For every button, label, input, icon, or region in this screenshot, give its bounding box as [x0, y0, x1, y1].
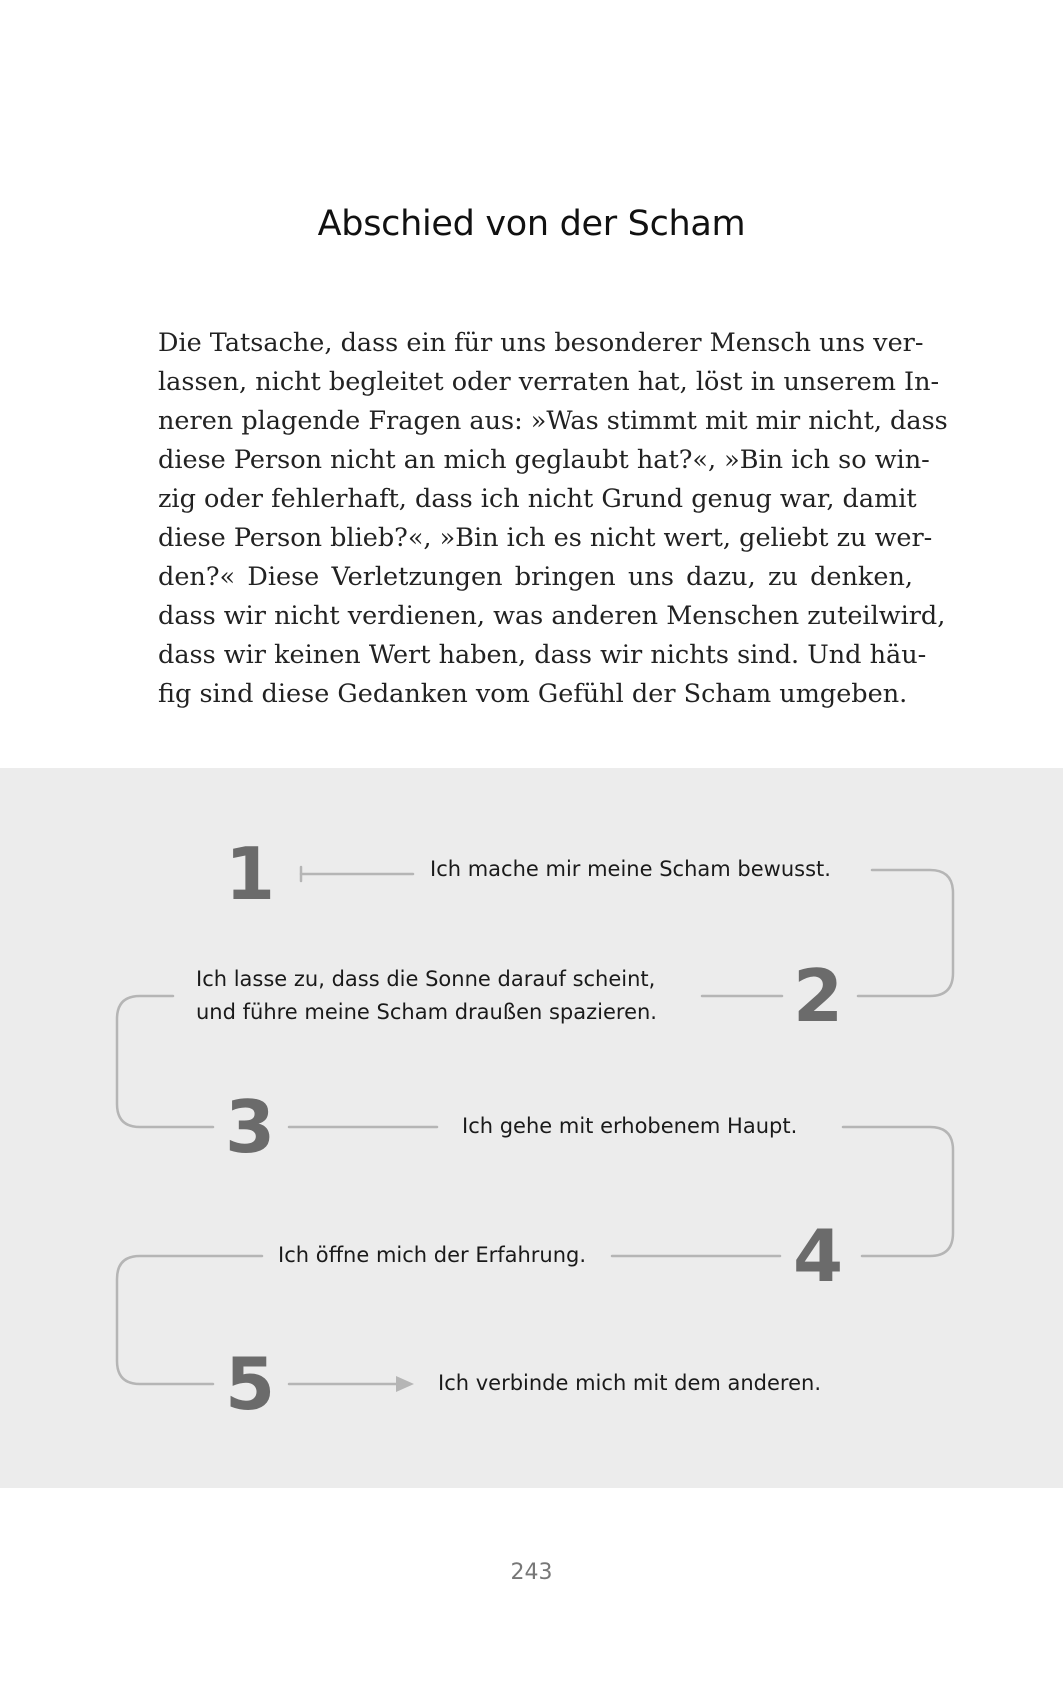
step-number-2: 2 [793, 954, 844, 1038]
step-text-5 [438, 1367, 821, 1400]
paragraph-line: neren plagende Fragen aus: »Was stimmt mit mir nicht, dass [158, 406, 948, 436]
step-text-1 [430, 853, 831, 886]
page-title: Abschied von der Scham [317, 204, 746, 244]
step-text-4 [278, 1239, 586, 1272]
step-text-line: und führe meine Scham draußen spazieren. [196, 1000, 657, 1024]
step-text-line: Ich mache mir meine Scham bewusst. [430, 857, 831, 881]
step-text-2 [196, 963, 657, 1029]
step-number-4: 4 [793, 1214, 844, 1298]
paragraph-line: Die Tatsache, dass ein für uns besonderer Mensch uns ver- [158, 328, 924, 358]
step-text-line: Ich lasse zu, dass die Sonne darauf scheint, [196, 967, 656, 991]
step-text-line: Ich verbinde mich mit dem anderen. [438, 1371, 822, 1395]
paragraph-line: diese Person blieb?«, »Bin ich es nicht wert, geliebt zu wer- [158, 523, 933, 553]
arrow-head-icon [396, 1376, 414, 1392]
step-number-1: 1 [225, 832, 276, 916]
page-number: 243 [510, 1560, 553, 1585]
paragraph-line: dass wir keinen Wert haben, dass wir nichts sind. Und häu- [158, 640, 927, 670]
connector-loop-3-4 [843, 1127, 953, 1256]
paragraph-line: zig oder fehlerhaft, dass ich nicht Grund genug war, damit [158, 484, 917, 514]
paragraph-line: den?« Diese Verletzungen bringen uns dazu, zu denken, [158, 562, 913, 592]
step-number-3: 3 [225, 1085, 276, 1169]
connector-loop-1-2 [858, 870, 953, 996]
step-text-line: Ich gehe mit erhobenem Haupt. [462, 1114, 798, 1138]
paragraph-line: lassen, nicht begleitet oder verraten hat, löst in unserem In- [158, 367, 940, 397]
paragraph-line: fig sind diese Gedanken vom Gefühl der Scham umgeben. [158, 679, 908, 709]
step-number-5: 5 [225, 1342, 276, 1426]
steps-diagram [0, 768, 1063, 1488]
body-paragraph [158, 324, 948, 714]
paragraph-line: dass wir nicht verdienen, was anderen Menschen zuteilwird, [158, 601, 946, 631]
paragraph-line: diese Person nicht an mich geglaubt hat?«, »Bin ich so win- [158, 445, 930, 475]
step-text-3 [462, 1110, 797, 1143]
step-text-line: Ich öffne mich der Erfahrung. [278, 1243, 587, 1267]
